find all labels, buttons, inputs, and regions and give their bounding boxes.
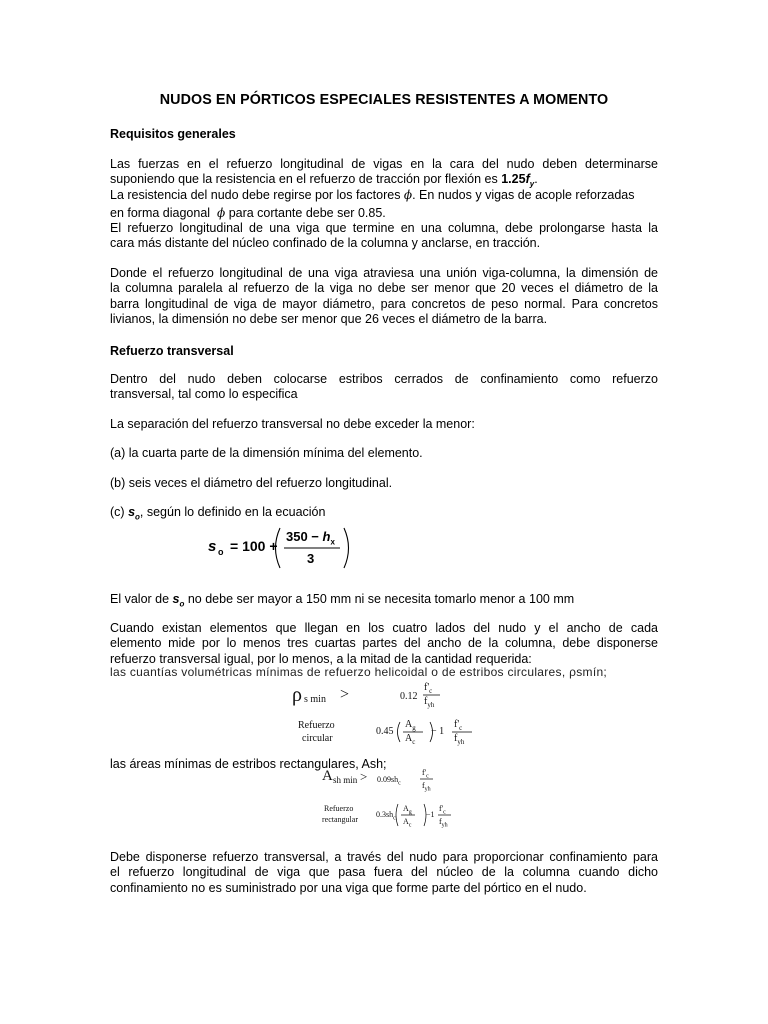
so-symbol: s (128, 505, 136, 519)
minus-one: − 1 (431, 726, 445, 737)
text-fragment: suponiendo que la resistencia en el refuerzo de tracción por flexión es (110, 172, 502, 187)
factor-value: 1.25 (501, 172, 526, 187)
text-line: refuerzo transversal igual, por lo menos, a la mitad de la cantidad requerida: (110, 651, 532, 666)
label-refuerzo-2: Refuerzo (324, 804, 354, 813)
text-fragment: , según lo definido en la ecuación (139, 505, 326, 519)
fy-subscript: y (529, 179, 535, 189)
text-fragment: en forma diagonal (110, 206, 214, 221)
caption-cuantias: las cuantías volumétricas mínimas de refuerzo helicoidal o de estribos circulares, ρsmín; (110, 665, 608, 679)
fyh-text: f (439, 817, 442, 826)
list-item-b: (b) seis veces el diámetro del refuerzo longitudinal. (110, 476, 393, 490)
ac-subscript: c (412, 738, 416, 746)
paragraph-fuerzas (110, 157, 658, 192)
paragraph-separacion: La separación del refuerzo transversal no debe exceder la menor: (110, 417, 475, 431)
fc-subscript: c (429, 687, 433, 695)
eq-h-subscript: x (330, 537, 335, 547)
coef-03-text: 0.3sh (376, 810, 394, 819)
text-fragment: El valor de (110, 592, 173, 606)
text-line: la columna paralela al refuerzo de la viga no debe ser menor que 20 veces el diámetro de la (110, 281, 658, 296)
text-line: livianos, la dimensión no debe ser menor que 26 veces el diámetro de la barra. (110, 311, 548, 326)
text-line: confinamiento no es suministrado por una viga que forme parte del pórtico en el nudo. (110, 880, 587, 895)
text-line (110, 188, 658, 203)
paragraph-cuatro-lados (110, 621, 658, 667)
eq-brackets (208, 526, 358, 570)
fyh-denominator-3 (422, 781, 431, 793)
text-fragment: . (534, 172, 538, 187)
paragraph-confinamiento (110, 850, 658, 896)
paragraph-estribos (110, 372, 658, 403)
fyh-text: f (424, 696, 428, 707)
text-fragment: para cortante debe ser 0.85. (225, 206, 386, 221)
label-refuerzo: Refuerzo (298, 720, 335, 731)
coef-03-sub: c (393, 815, 396, 822)
paragraph-prolongarse (110, 221, 658, 252)
ag-numerator (405, 719, 416, 732)
coef-009-sub: c (398, 780, 401, 787)
text-line: Donde el refuerzo longitudinal de una viga atraviesa una unión viga-columna, la dimensión de (110, 266, 658, 280)
fyh-text: f (454, 733, 458, 744)
equation-so (208, 526, 358, 570)
ac-denominator-2 (403, 817, 411, 829)
rho-subscript: s min (304, 694, 326, 705)
text-line: Debe disponerse refuerzo transversal, a través del nudo para proporcionar confinamiento para (110, 850, 658, 864)
text-line: barra longitudinal de viga de mayor diámetro, para concretos de peso normal. Para concretos (110, 296, 658, 311)
text-line: Las fuerzas en el refuerzo longitudinal de vigas en la cara del nudo deben determinarse (110, 157, 658, 171)
page-title: NUDOS EN PÓRTICOS ESPECIALES RESISTENTES A MOMENTO (159, 92, 609, 108)
ac-text: A (405, 733, 413, 744)
ac-subscript: c (408, 822, 412, 829)
text-line: el refuerzo longitudinal de viga que pasa fuera del núcleo de la columna cuando dicho (110, 865, 658, 880)
eq-lhs: = 100 + (230, 538, 278, 554)
paragraph-resistencia (110, 188, 658, 222)
ac-text: A (403, 817, 409, 826)
ac-denominator (405, 733, 415, 746)
paragraph-valor-so (110, 592, 574, 609)
text-fragment: (c) (110, 505, 129, 519)
fyh-subscript: yh (457, 738, 465, 746)
ag-text: A (405, 719, 413, 730)
fc-subscript: c (426, 773, 429, 780)
fc-text: f' (422, 768, 427, 777)
fc-text: f' (454, 719, 460, 730)
formula-rho-smin (292, 682, 492, 754)
list-item-a: (a) la cuarta parte de la dimensión mínima del elemento. (110, 446, 423, 460)
fc-text: f' (439, 804, 444, 813)
fc-text: f' (424, 682, 430, 693)
phi-symbol: ϕ (403, 188, 413, 202)
fyh-subscript: yh (424, 786, 431, 793)
caption-ash: las áreas mínimas de estribos rectangulares, Ash; (110, 757, 387, 771)
text-line: Cuando existan elementos que llegan en los cuatro lados del nudo y el ancho de cada (110, 621, 658, 635)
section-heading-requisitos: Requisitos generales (110, 127, 236, 141)
text-fragment: . En nudos y vigas de acople reforzadas (412, 188, 635, 202)
text-fragment: no debe ser mayor a 150 mm ni se necesita tomarlo menor a 100 mm (184, 592, 575, 606)
eq-s-subscript: o (218, 547, 224, 557)
coef-009-text: 0.09sh (377, 775, 399, 784)
ag-subscript: g (408, 809, 412, 816)
fyh-subscript: yh (427, 701, 435, 709)
formula-ash-min (320, 766, 460, 838)
eq-s-symbol: s (208, 538, 217, 555)
text-line: elemento mide por lo menos tres cuartas partes del ancho de la columna, debe disponerse (110, 636, 658, 651)
fc-subscript: c (459, 724, 463, 732)
label-circular: circular (302, 733, 333, 744)
label-rectangular: rectangular (322, 815, 358, 824)
eq-numerator (286, 529, 335, 547)
text-line: Dentro del nudo deben colocarse estribos cerrados de confinamiento como refuerzo (110, 372, 658, 386)
fy-symbol: f (525, 172, 530, 187)
ag-subscript: g (412, 724, 416, 732)
phi-symbol: ϕ (217, 206, 226, 221)
section-heading-refuerzo: Refuerzo transversal (110, 344, 234, 358)
a-subscript: sh min (333, 775, 358, 785)
fyh-denominator-4 (439, 817, 448, 829)
greater-than: > (340, 686, 350, 703)
eq-denominator: 3 (307, 551, 315, 566)
text-line: El refuerzo longitudinal de una viga que termine en una columna, debe prolongarse hasta la (110, 221, 658, 235)
ag-numerator-2 (403, 804, 412, 816)
fyh-text: f (422, 781, 425, 790)
fc-subscript: c (443, 809, 446, 816)
fyh-denominator (424, 696, 434, 709)
fyh-denominator-2 (454, 733, 464, 746)
text-line: transversal, tal como lo especifica (110, 387, 298, 402)
so-symbol: s (172, 592, 180, 606)
eq-num-text: 350 − (286, 529, 319, 544)
so-subscript: o (135, 512, 140, 522)
so-subscript: o (179, 599, 185, 609)
greater-than-2: > (360, 769, 368, 784)
list-item-c (110, 505, 325, 522)
minus-one-2: −1 (426, 810, 435, 819)
rho-symbol: ρ (292, 684, 302, 706)
coef-012: 0.12 (400, 691, 418, 702)
text-line (110, 206, 658, 221)
text-line: cara más distante del núcleo confinado de la columna y anclarse, en tracción. (110, 236, 541, 251)
paragraph-union (110, 266, 658, 327)
ag-text: A (403, 804, 409, 813)
fc-numerator-4 (439, 804, 446, 816)
coef-03 (376, 810, 396, 822)
eq-h-symbol: h (322, 529, 331, 544)
a-symbol: A (322, 768, 333, 784)
text-fragment: La resistencia del nudo debe regirse por los factores (110, 188, 404, 202)
fc-numerator-2 (454, 719, 462, 732)
coef-045: 0.45 (376, 726, 394, 737)
fyh-subscript: yh (441, 822, 448, 829)
